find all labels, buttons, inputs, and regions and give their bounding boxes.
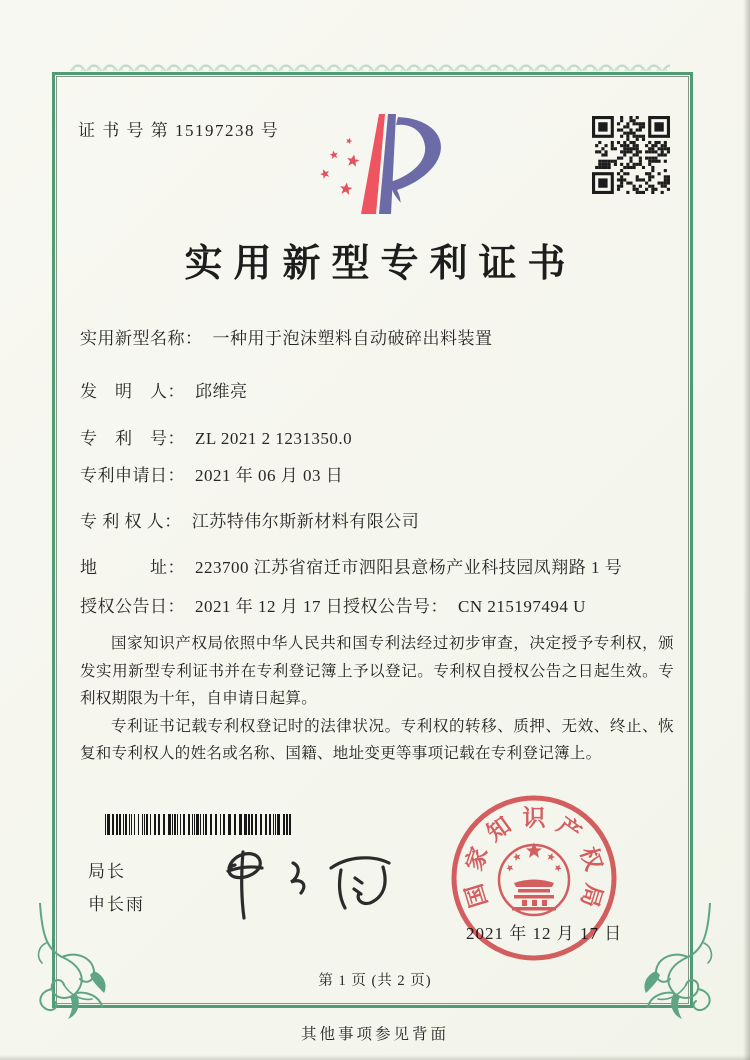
svg-text:产: 产	[552, 812, 586, 847]
signoff-block	[88, 855, 145, 921]
svg-text:知: 知	[482, 812, 516, 847]
scan-edge-shadow	[0, 1055, 750, 1060]
barcode	[105, 814, 291, 835]
legal-paragraph-2: 专利证书记载专利权登记时的法律状况。专利权的转移、质押、无效、终止、恢复和专利权人的姓名或名称、国籍、地址变更等事项记载在专利登记簿上。	[80, 717, 674, 762]
field-value: CN 215197494 U	[458, 597, 586, 616]
field-value: ZL 2021 2 1231350.0	[195, 429, 353, 448]
lace-border-ornament	[70, 55, 670, 71]
svg-text:家: 家	[461, 843, 493, 874]
field-label: 地 址：	[80, 558, 185, 577]
legal-paragraph-1: 国家知识产权局依照中华人民共和国专利法经过初步审查，决定授予专利权，颁发实用新型专利证书并在专利登记簿上予以登记。专利权自授权公告之日起生效。专利权期限为十年，自申请日起算。	[80, 635, 674, 707]
field-label: 授权公告日：	[80, 597, 185, 616]
field-inventor	[80, 377, 248, 402]
cnipa-logo-icon	[302, 106, 472, 221]
svg-text:局: 局	[576, 880, 607, 911]
page-number: 第 1 页 (共 2 页)	[318, 973, 432, 989]
national-emblem-icon	[499, 843, 569, 916]
svg-text:国: 国	[461, 880, 492, 911]
field-filing-date	[80, 461, 343, 486]
field-label: 授权公告号：	[343, 597, 448, 616]
back-side-note: 其他事项参见背面	[300, 1026, 449, 1043]
certificate-title: 实用新型专利证书	[184, 243, 577, 285]
field-value: 邱维亮	[195, 382, 248, 401]
legal-text	[80, 630, 674, 768]
qr-code	[592, 116, 670, 194]
svg-text:权: 权	[575, 843, 607, 874]
field-value: 一种用于泡沫塑料自动破碎出料装置	[212, 329, 493, 348]
svg-text:识: 识	[522, 805, 546, 831]
field-value: 江苏特伟尔斯新材料有限公司	[191, 512, 420, 531]
field-value: 223700 江苏省宿迁市泗阳县意杨产业科技园凤翔路 1 号	[195, 558, 623, 577]
field-grant-row	[80, 592, 586, 617]
director-name: 申长雨	[88, 895, 145, 914]
field-grant-number	[343, 592, 586, 617]
field-address	[80, 553, 622, 578]
seal-date: 2021 年 12 月 17 日	[466, 924, 623, 943]
field-patent-number	[80, 424, 352, 449]
field-label: 发 明 人：	[80, 382, 185, 401]
director-signature	[205, 836, 405, 928]
corner-flourish-icon	[624, 903, 720, 1025]
field-label: 专利申请日：	[80, 466, 185, 485]
official-seal	[444, 788, 624, 968]
director-title: 局长	[88, 862, 126, 881]
scan-edge-shadow	[743, 0, 750, 1060]
field-label: 实用新型名称：	[80, 329, 203, 348]
field-label: 专 利 号：	[80, 429, 185, 448]
field-value: 2021 年 12 月 17 日	[195, 597, 344, 616]
field-patentee	[80, 507, 419, 532]
field-label: 专 利 权 人：	[80, 512, 182, 531]
certificate-number: 证 书 号 第 15197238 号	[78, 121, 280, 140]
corner-flourish-icon	[30, 903, 126, 1025]
field-grant-date	[80, 597, 343, 616]
field-value: 2021 年 06 月 03 日	[195, 466, 344, 485]
field-utility-model-name	[80, 324, 493, 349]
